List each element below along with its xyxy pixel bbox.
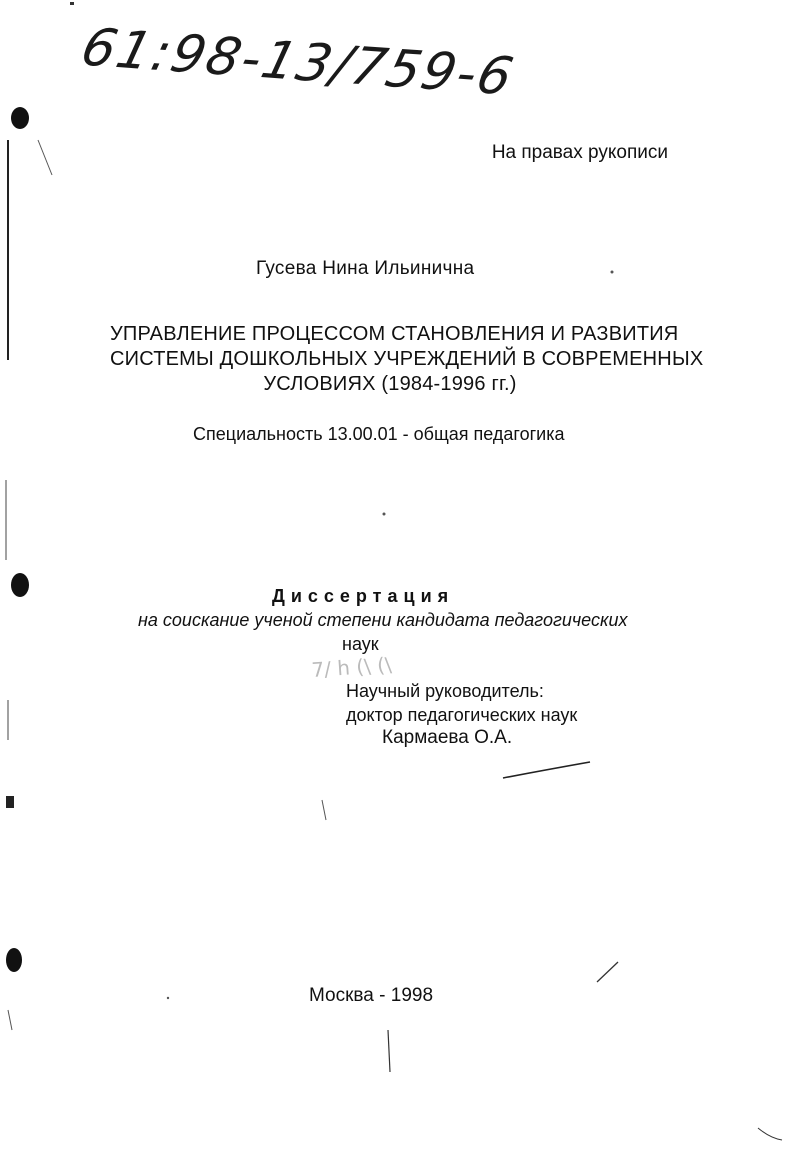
binding-hole-top xyxy=(11,107,29,129)
left-edge-dash xyxy=(8,1010,12,1030)
signature-stroke xyxy=(503,762,590,778)
left-edge-mark xyxy=(6,796,14,808)
city-year: Москва - 1998 xyxy=(309,985,434,1006)
degree-line-1: на соискание ученой степени кандидата педагогических xyxy=(138,610,628,630)
top-dot xyxy=(70,2,74,5)
handwritten-archive-code: 61:98-13/759-6 xyxy=(75,18,521,108)
degree-line-2: наук xyxy=(342,634,379,654)
speck-1 xyxy=(383,513,386,516)
title-line: СИСТЕМЫ ДОШКОЛЬНЫХ УЧРЕЖДЕНИЙ В СОВРЕМЕННЫХ xyxy=(110,348,704,370)
left-stroke xyxy=(38,140,52,175)
rights-notice: На правах рукописи xyxy=(491,142,668,163)
speck-3 xyxy=(167,997,169,999)
binding-hole-bottom xyxy=(6,948,22,972)
supervisor-name: Кармаева О.А. xyxy=(382,727,513,748)
author-name: Гусева Нина Ильинична xyxy=(256,258,475,279)
title-line: УПРАВЛЕНИЕ ПРОЦЕССОМ СТАНОВЛЕНИЯ И РАЗВИТИЯ xyxy=(110,323,679,345)
title-line: УСЛОВИЯХ (1984-1996 гг.) xyxy=(263,373,517,395)
supervisor-degree: доктор педагогических наук xyxy=(346,705,578,725)
stray-mark-4 xyxy=(758,1128,782,1140)
dissertation-heading: Диссертация xyxy=(272,586,455,606)
stray-mark-2 xyxy=(597,962,618,982)
supervisor-label: Научный руководитель: xyxy=(346,681,544,701)
specialty: Специальность 13.00.01 - общая педагогика xyxy=(193,424,565,444)
stray-mark-3 xyxy=(388,1030,390,1072)
dissertation-title xyxy=(110,322,704,397)
speck-2 xyxy=(611,271,614,274)
faint-stamp-mark: 7/ h (\ (\ xyxy=(310,652,393,682)
binding-hole-middle xyxy=(11,573,29,597)
stray-mark-1 xyxy=(322,800,326,820)
